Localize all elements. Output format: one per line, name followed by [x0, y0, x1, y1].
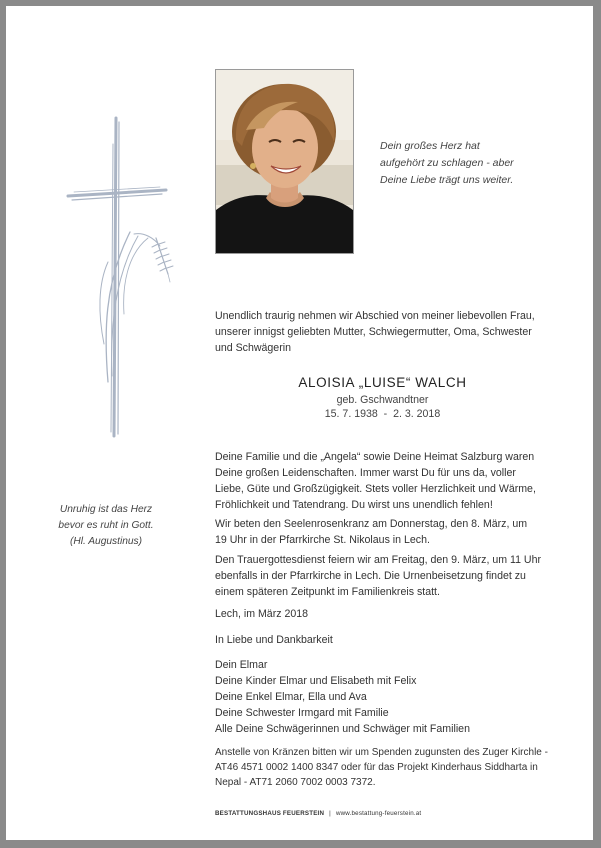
signature-line: Deine Kinder Elmar und Elisabeth mit Felix	[215, 675, 417, 687]
donation-line: Anstelle von Kränzen bitten wir um Spenden zugunsten des Zuger Kirchle -	[215, 747, 548, 758]
paragraph-line: Liebe, Güte und Großzügigkeit. Stets voller Herzlichkeit und Wärme,	[215, 483, 536, 495]
rosary-paragraph	[215, 516, 555, 548]
paragraph-line: 19 Uhr in der Pfarrkirche St. Nikolaus in Lech.	[215, 534, 430, 546]
birth-name: geb. Gschwandtner	[336, 394, 429, 406]
portrait-illustration	[216, 70, 353, 253]
portrait-photo	[215, 69, 354, 254]
paragraph-line: Wir beten den Seelenrosenkranz am Donnerstag, den 8. März, um	[215, 518, 528, 530]
intro-line: unserer innigst geliebten Mutter, Schwiegermutter, Oma, Schwester	[215, 326, 532, 338]
signature-line: Deine Enkel Elmar, Ella und Ava	[215, 691, 367, 703]
paragraph-line: ebenfalls in der Pfarrkirche in Lech. Die Urnenbeisetzung findet zu	[215, 570, 526, 582]
signature-line: Dein Elmar	[215, 659, 268, 671]
service-paragraph	[215, 552, 555, 600]
donation-note	[215, 745, 555, 790]
paragraph-line: einem späteren Zeitpunkt im Familienkreis statt.	[215, 586, 440, 598]
footer	[215, 810, 575, 817]
quote-line: (Hl. Augustinus)	[69, 536, 143, 547]
quote-line: bevor es ruht in Gott.	[58, 520, 154, 531]
funeral-home-name: BESTATTUNGSHAUS FEUERSTEIN	[215, 810, 325, 817]
place-date: Lech, im März 2018	[215, 608, 309, 620]
cross-with-wheat-icon	[64, 114, 184, 454]
obituary-page	[6, 6, 593, 840]
intro-text	[215, 308, 550, 356]
deceased-name: ALOISIA „LUISE“ WALCH	[298, 375, 467, 390]
footer-separator: |	[329, 810, 331, 817]
donation-line: Nepal - AT71 2060 7002 0003 7372.	[215, 777, 376, 788]
paragraph-line: Den Trauergottesdienst feiern wir am Freitag, den 9. März, um 11 Uhr	[215, 554, 541, 566]
closing-text: In Liebe und Dankbarkeit	[215, 634, 333, 646]
paragraph-line: Deine großen Leidenschaften. Immer warst Du für uns da, voller	[215, 467, 516, 479]
motto-line: Dein großes Herz hat	[380, 140, 480, 152]
motto-line: aufgehört zu schlagen - aber	[380, 157, 514, 169]
donation-line: AT46 4571 0002 1400 8347 oder für das Projekt Kinderhaus Siddharta in	[215, 762, 538, 773]
intro-line: und Schwägerin	[215, 342, 291, 354]
paragraph-line: Fröhlichkeit und Tatendrang. Du wirst uns unendlich fehlen!	[215, 499, 493, 511]
signature-line: Alle Deine Schwägerinnen und Schwäger mit Familien	[215, 723, 470, 735]
motto-text	[380, 138, 560, 189]
augustinus-quote	[36, 502, 176, 550]
website-link[interactable]: www.bestattung-feuerstein.at	[335, 810, 422, 817]
family-paragraph	[215, 449, 555, 513]
signatures	[215, 657, 555, 737]
motto-line: Deine Liebe trägt uns weiter.	[380, 174, 514, 186]
intro-line: Unendlich traurig nehmen wir Abschied von meiner liebevollen Frau,	[215, 310, 535, 322]
signature-line: Deine Schwester Irmgard mit Familie	[215, 707, 389, 719]
life-dates: 15. 7. 1938 - 2. 3. 2018	[324, 408, 441, 420]
quote-line: Unruhig ist das Herz	[59, 504, 153, 515]
paragraph-line: Deine Familie und die „Angela“ sowie Deine Heimat Salzburg waren	[215, 451, 535, 463]
